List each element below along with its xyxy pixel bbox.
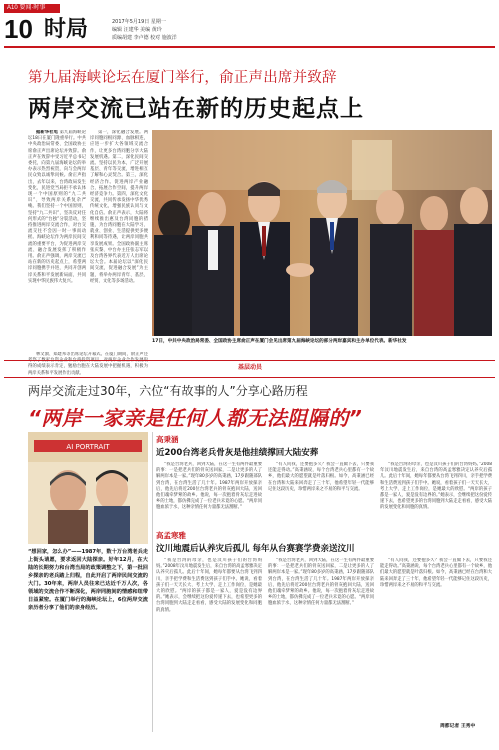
sub2-body-col1 [156, 558, 262, 728]
sub1-body-col2 [268, 462, 374, 524]
column-rule [152, 432, 153, 732]
handshake-photo [152, 130, 492, 336]
lead-headline: 两岸交流已站在新的历史起点上 [28, 96, 364, 122]
sub1-body-text: “我是台湾老兵，回到大陆，在这一生有两件最重要的事：一是把老兵们的骨灰送回家，二是让更多的人了解两岸本是一家。”现年80多岁的高秉涵，17岁跟随部队到台湾，在台湾生活了几十年。1987年两岸开放探亲后，他先后将近200位台湾老兵的骨灰抱回大陆，送回他们魂牵梦萦的故乡。他说，每一次抱着骨灰坛走进故乡的土地，都仿佛完成了一位老兵未竟的心愿。“两岸同胞血浓于水，这种亲情任何力量都无法割断。” [156, 462, 262, 511]
art-banner-text: AI PORTRAIT [66, 443, 110, 451]
editor-line: 编辑 汪建华 美编 黄玲 [112, 27, 162, 33]
feature-headline: “两岸一家亲是任何人都无法阻隔的” [28, 406, 363, 430]
feature-intro: “想回家，怎么办”——1987年，数十万台湾老兵走上街头请愿，要求返回大陆探亲。好年12月，在大陆的长期努力和台湾当局的政策调整之下，第一批回乡探亲的老兵踏上归程，自此开启了两岸民间交流的大门。30年来，两岸人员往来已达近千万人次，各领域的交流合作不断深化，两岸同胞间的情感和纽带日益紧密。在厦门举行的海峡论坛上，6位两岸交流亲历者分享了他们的亲身经历。 [28, 549, 148, 611]
sub1-name: 高秉涵 [156, 435, 179, 444]
sub2-name: 高孟寒雅 [156, 531, 186, 540]
lead-body-right [90, 130, 148, 350]
sub2-body-text-b: “我是台湾老兵，回到大陆，在这一生有两件最重要的事：一是把老兵们的骨灰送回家，二是让更多的人了解两岸本是一家。”现年80多岁的高秉涵，17岁跟随部队到台湾，在台湾生活了几十年。1987年两岸开放探亲后，他先后将近200位台湾老兵的骨灰抱回大陆，送回他们魂牵梦萦的故乡。他说，每一次抱着骨灰坛走进故乡的土地，都仿佛完成了一位老兵未竟的心愿。“两岸同胞血浓于水，这种亲情任何力量都无法割断。” [268, 558, 374, 607]
lead-body-tail-text: 林文漪、郑建邦等出席论坛开幕式。在厦门期间，俞正声还 得的成绩表示肯定，勉励台胞在大陆发展中把握机遇，积极为两岸关系和平发展作出贡献。 [28, 352, 148, 376]
date-line: 2017年5月19日 星期一 [112, 19, 166, 25]
feature-section-tag: 基层动员 [237, 364, 262, 371]
feature-art-box [28, 432, 148, 544]
lead-photo [152, 130, 492, 336]
sub2-title: 汶川地震后认养灾后孤儿 每年从台赛赛学费亲送汶川 [156, 544, 355, 554]
sub2-body-text-c: “有人问我，还要抱多久？我会一直做下去，只要我还能走得动。”高秉涵说，每个台湾老兵心里都有一个故乡，他们最大的愿望就是叶落归根。如今，高秉涵已经在台湾和大陆来回奔走了三十年，他希望年轻一代能够记住这段历史，珍惜两岸来之不易的和平与交流。 [380, 558, 492, 588]
sub1-title: 近200台湾老兵骨灰是他挂绩撑回大陆安葬 [156, 448, 319, 458]
feature-kicker: 两岸交流走过30年，六位“有故事的人”分享心路历程 [28, 384, 308, 398]
portrait-illustration [28, 432, 148, 544]
lead-body-left-text: 第九届海峡论坛18日在厦门隆重举行。中共中央政治局常委、全国政协主席俞正声出席论坛并致辞。俞正声在致辞中受习近平总书记委托，向第九届海峡论坛的举办表示热烈祝贺，向与会两岸民众致以诚挚问候。俞正声指出，去年以来，台湾政局发生变化，民进党当局拒不承认体现一个中国原则的“九二共识”，导致两岸关系复杂严峻。我们坚持一个中国原则，坚持“九二共识”，坚决反对任何形式的“台独”分裂活动，坚持推进两岸交流合作，对台交流交往不会因一时一事而动摇。海峡论坛作为两岸民间交流的重要平台，为促进两岸交流、融合发展发挥了积极作用。俞正声强调，两岸交流已站在新的历史起点上，希望两岸同胞携手并进，共同开创两岸关系和平发展新局面，共同实现中华民族伟大复兴。 [28, 130, 86, 284]
sub1-body-col3 [380, 462, 492, 524]
section-title: 时局 [44, 17, 89, 42]
sub1-body-col1 [156, 462, 262, 524]
page-number: 10 [4, 14, 33, 44]
photo-caption: 17日，中共中央政治局常委、全国政协主席俞正声在厦门会见出席第九届海峡论坛的部分两岸嘉宾和主办单位代表。新华社发 [152, 339, 407, 344]
sub1-body2-text: “有人问我，还要抱多久？我会一直做下去，只要我还能走得动。”高秉涵说，每个台湾老兵心里都有一个故乡，他们最大的愿望就是叶落归根。如今，高秉涵已经在台湾和大陆来回奔走了三十年，他希望年轻一代能够记住这段历史，珍惜两岸来之不易的和平与交流。 [268, 462, 374, 492]
lead-kicker: 第九届海峡论坛在厦门举行，俞正声出席并致辞 [28, 70, 337, 86]
sub2-body-col2 [268, 558, 374, 728]
feature-byline: 周都记者 王秀中 [440, 724, 476, 729]
section-divider [4, 360, 495, 361]
feature-tag-rule [4, 377, 495, 378]
masthead [0, 0, 499, 52]
sub1-body3-text: “我是台湾的母亲，也是汶川孩子们的台湾妈妈。”2008年汶川地震发生后，来自台湾的高孟寒雅决定认养灾后孤儿。此后十年间，她每年都要从台湾飞到四川，亲手把学费和生活费送到孩子们手中。她说，看着孩子们一天天长大、考上大学、走上工作岗位，是她最大的欣慰。“两岸的孩子都是一家人，爱是没有边界的。”她表示，会继续把这份爱传递下去，也希望更多的台湾同胞到大陆走走看看，感受大陆的发展变化和同胞的真情。 [380, 462, 492, 511]
proof-line: 质编胡建 李卢德 校对 施波洋 [112, 35, 177, 41]
lead-body-right-text: 第一，深化融合发展。两岸同胞同根同源、血脉相连，应进一步扩大各领域交流合作，让更多台湾同胞分享大陆发展机遇。第二，深化民间交流。坚持以民为本，广泛开展基层、青年等交流，增进相互了解和心灵契合。第三，深化经济合作。促进两岸产业融合，拓展合作空间，提升两岸经济竞争力。第四，深化文化交流，共同传承发扬中华优秀传统文化，增强民族认同与文化自信。俞正声表示，大陆将继续推出惠及台湾同胞的措施，为台湾同胞在大陆学习、就业、创业、生活提供更多便利和同等待遇，让两岸同胞共享发展成果。全国政协副主席张庆黎、中台办主任张志军以及台湾各界代表近万人出席论坛大会。本届论坛以“深化民间交流，促进融合发展”为主题，将举办两岸青年、基层、经贸、文化等多场活动。 [90, 130, 148, 284]
sub2-body-col3 [380, 558, 492, 718]
page-tag: A10 要闻·时事 [4, 4, 60, 13]
masthead-rule [4, 46, 495, 48]
lead-dateline: 据新华社电 [36, 130, 59, 135]
lead-body-left [28, 130, 86, 350]
sub2-body-text-a: “我是台湾的母亲，也是汶川孩子们的台湾妈妈。”2008年汶川地震发生后，来自台湾的高孟寒雅决定认养灾后孤儿。此后十年间，她每年都要从台湾飞到四川，亲手把学费和生活费送到孩子们手中。她说，看着孩子们一天天长大、考上大学、走上工作岗位，是她最大的欣慰。“两岸的孩子都是一家人，爱是没有边界的。”她表示，会继续把这份爱传递下去，也希望更多的台湾同胞到大陆走走看看，感受大陆的发展变化和同胞的真情。 [156, 558, 262, 613]
